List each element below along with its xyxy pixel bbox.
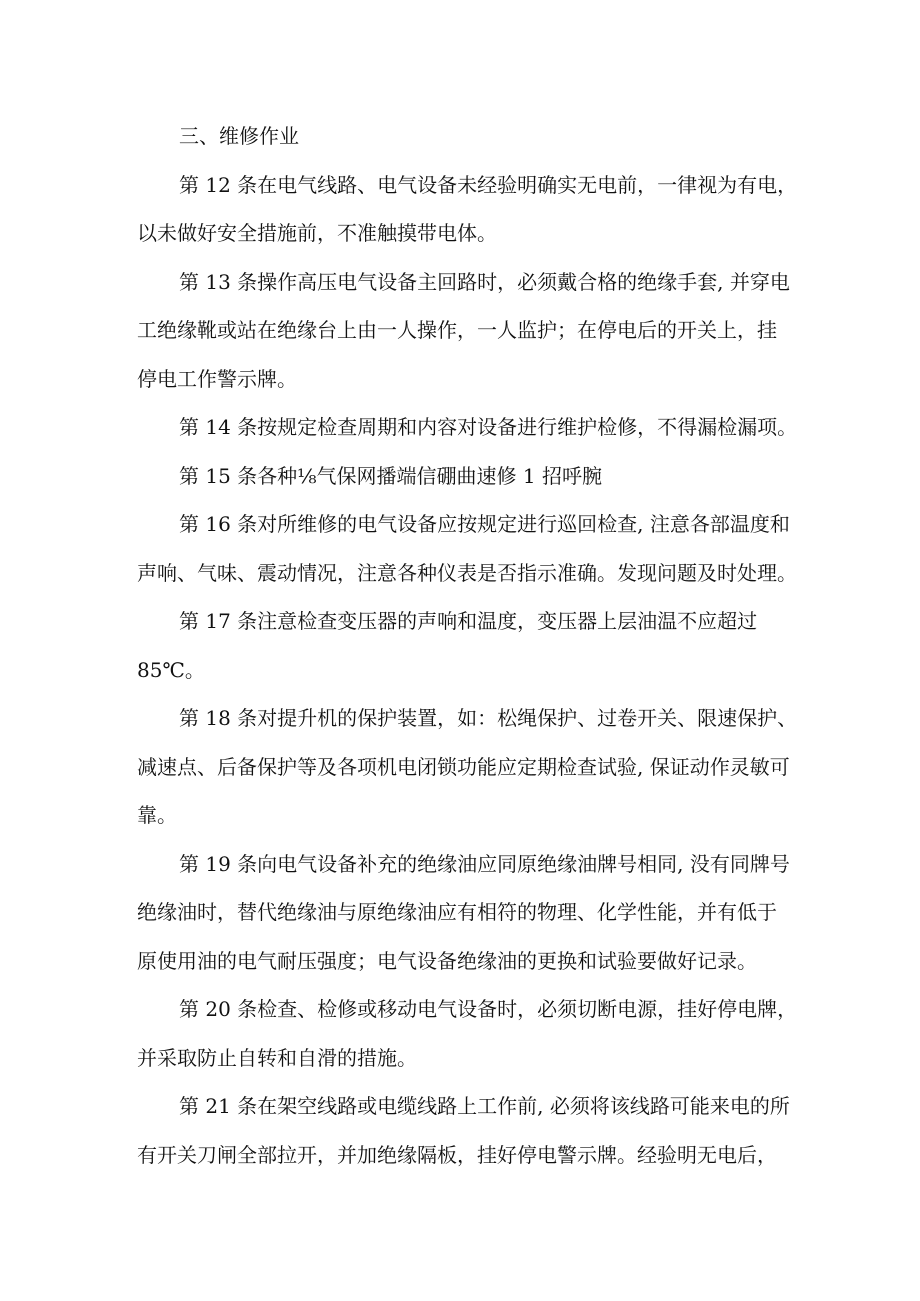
text-line: 减速点、后备保护等及各项机电闭锁功能应定期检查试验, 保证动作灵敏可 — [137, 754, 790, 779]
text-line: 第 19 条向电气设备补充的绝缘油应同原绝缘油牌号相同, 没有同牌号 — [179, 851, 790, 876]
text-line: 第 13 条操作高压电气设备主回路时，必须戴合格的绝缘手套, 并穿电 — [179, 269, 790, 294]
text-line: 第 17 条注意检查变压器的声响和温度，变压器上层油温不应超过 — [179, 609, 758, 633]
text-line: 声响、气味、震动情况，注意各种仪表是否指示准确。发现问题及时处理。 — [137, 560, 797, 585]
text-line: 工绝缘靴或站在绝缘台上由一人操作，一人监护；在停电后的开关上，挂 — [137, 318, 777, 342]
text-line: 有开关刀闸全部拉开，并加绝缘隔板，挂好停电警示牌。经验明无电后， — [137, 1142, 777, 1167]
document-body — [137, 118, 797, 1185]
text-line: 原使用油的电气耐压强度；电气设备绝缘油的更换和试验要做好记录。 — [137, 948, 757, 973]
text-line: 靠。 — [137, 803, 177, 827]
text-line: 第 12 条在电气线路、电气设备未经验明确实无电前，一律视为有电， — [179, 172, 798, 197]
text-line: 第 20 条检查、检修或移动电气设备时，必须切断电源，挂好停电牌， — [179, 997, 798, 1021]
text-line: 第 14 条按规定检查周期和内容对设备进行维护检修，不得漏检漏项。 — [179, 415, 798, 439]
text-line: 第 18 条对提升机的保护装置，如：松绳保护、过卷开关、限速保护、 — [179, 706, 798, 730]
text-line: 第 21 条在架空线路或电缆线路上工作前, 必须将该线路可能来电的所 — [179, 1094, 790, 1118]
text-line: 绝缘油时，替代绝缘油与原绝缘油应有相符的物理、化学性能，并有低于 — [137, 900, 777, 924]
text-line: 停电工作警示牌。 — [137, 366, 297, 391]
text-line: 并采取防止自转和自滑的措施。 — [137, 1045, 417, 1070]
text-line: 第 16 条对所维修的电气设备应按规定进行巡回检查, 注意各部温度和 — [179, 512, 790, 536]
text-line: 第 15 条各种⅛气保网播端信硼曲速修 1 招呼腕 — [179, 463, 602, 488]
text-line: 以未做好安全措施前，不准触摸带电体。 — [137, 221, 497, 245]
text-line: 三、维修作业 — [179, 124, 299, 148]
text-line: 85℃。 — [137, 657, 205, 682]
